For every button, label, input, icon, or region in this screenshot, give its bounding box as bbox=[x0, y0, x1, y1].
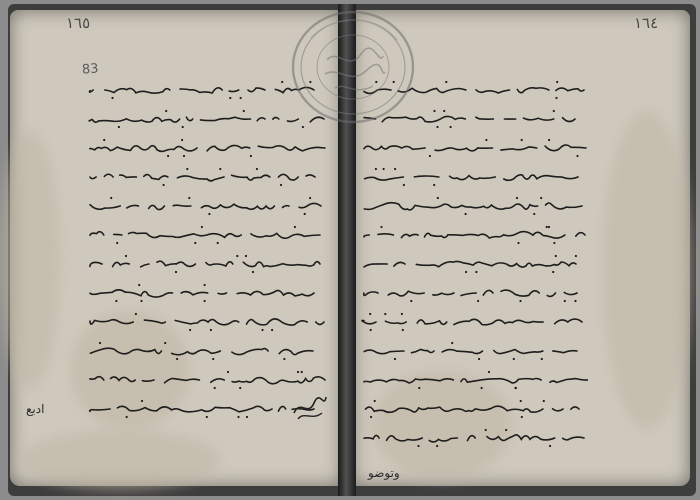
right-page-handwriting bbox=[360, 74, 592, 451]
handwritten-line bbox=[360, 364, 592, 393]
handwritten-line bbox=[360, 248, 592, 277]
marginal-note-mark bbox=[290, 391, 330, 421]
manuscript-spread bbox=[8, 4, 696, 496]
handwritten-line bbox=[86, 219, 332, 248]
handwritten-line bbox=[86, 190, 332, 219]
left-catchword: ادبع bbox=[26, 402, 45, 416]
handwritten-line bbox=[86, 277, 332, 306]
handwritten-line bbox=[360, 132, 592, 161]
left-page-handwriting bbox=[86, 74, 332, 422]
right-catchword: وتوضو bbox=[368, 466, 400, 480]
handwritten-line bbox=[86, 306, 332, 335]
circular-library-seal-icon bbox=[289, 8, 417, 126]
handwritten-line bbox=[360, 219, 592, 248]
left-page-text bbox=[10, 10, 11, 11]
left-folio-number: ١٦٥ bbox=[66, 14, 91, 32]
pencil-page-number: 83 bbox=[81, 61, 100, 78]
handwritten-line bbox=[360, 161, 592, 190]
handwritten-line bbox=[86, 132, 332, 161]
handwritten-line bbox=[360, 393, 592, 422]
handwritten-line bbox=[360, 335, 592, 364]
handwritten-line bbox=[86, 161, 332, 190]
handwritten-line bbox=[86, 364, 332, 393]
handwritten-line bbox=[86, 335, 332, 364]
handwritten-line bbox=[360, 277, 592, 306]
handwritten-line bbox=[360, 306, 592, 335]
handwritten-line bbox=[360, 422, 592, 451]
handwritten-line bbox=[360, 190, 592, 219]
handwritten-line bbox=[86, 248, 332, 277]
right-folio-number: ١٦٤ bbox=[634, 14, 659, 32]
